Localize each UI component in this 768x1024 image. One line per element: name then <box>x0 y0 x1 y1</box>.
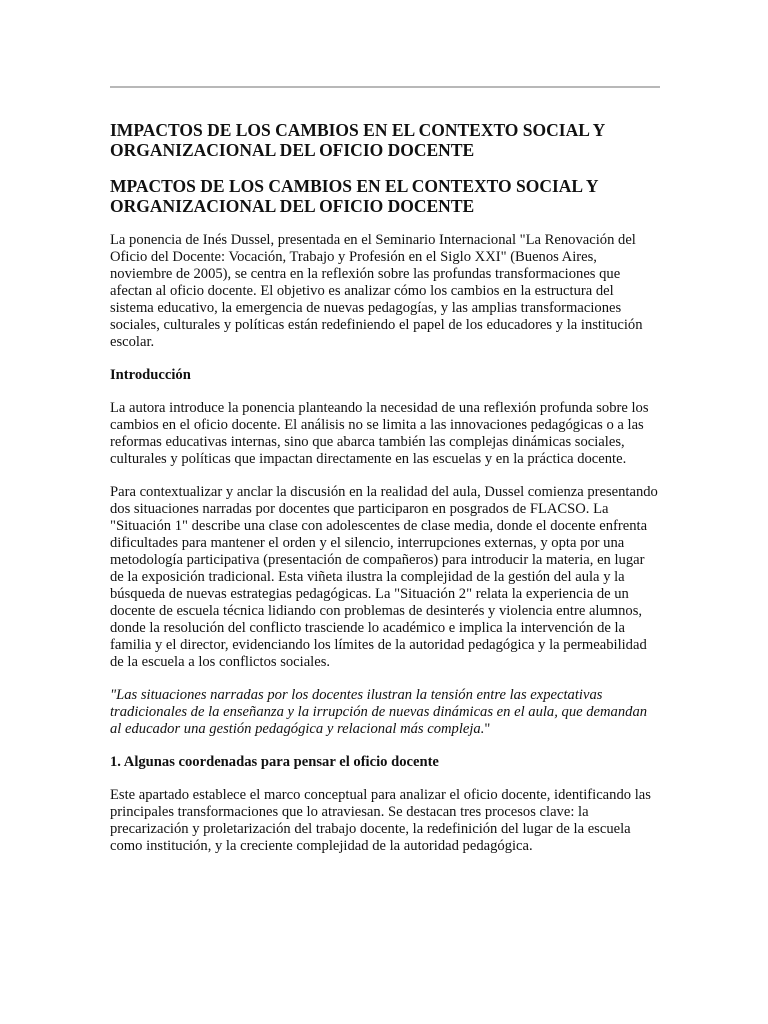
section-heading-introduccion: Introducción <box>110 367 191 383</box>
top-divider <box>110 86 660 88</box>
document-subtitle: MPACTOS DE LOS CAMBIOS EN EL CONTEXTO SOCIAL Y ORGANIZACIONAL DEL OFICIO DOCENTE <box>110 176 598 216</box>
section-1-paragraph-1: Este apartado establece el marco conceptual para analizar el oficio docente, identificando las principales transformaciones que lo atraviesan. Se destacan tres procesos clave: la precarización y proletarización del trabajo docente, la redefinición del lugar de la escuela como institución, y la creciente complejidad de la autoridad pedagógica. <box>110 787 651 854</box>
document-title: IMPACTOS DE LOS CAMBIOS EN EL CONTEXTO SOCIAL Y ORGANIZACIONAL DEL OFICIO DOCENTE <box>110 120 605 160</box>
document-page <box>110 86 660 871</box>
pull-quote-text: "Las situaciones narradas por los docentes ilustran la tensión entre las expectativas tradicionales de la enseñanza y la irrupción de nuevas dinámicas en el aula, que demandan al educador una gestión pedagógica y relacional más compleja. <box>110 687 648 737</box>
intro-paragraph: La ponencia de Inés Dussel, presentada en el Seminario Internacional "La Renovación del Oficio del Docente: Vocación, Trabajo y Profesión en el Siglo XXI" (Buenos Aires, noviembre de 2005), se centra en la reflexión sobre las profundas transformaciones que afectan al oficio docente. El objetivo es analizar cómo los cambios en la estructura del sistema educativo, la emergencia de nuevas pedagogías, y las amplias transformaciones sociales, culturales y políticas están redefiniendo el papel de los educadores y la institución escolar. <box>110 232 643 350</box>
introduccion-paragraph-1: La autora introduce la ponencia planteando la necesidad de una reflexión profunda sobre los cambios en el oficio docente. El análisis no se limita a las innovaciones pedagógicas o a las reformas educativas internas, sino que abarca también las complejas dinámicas sociales, culturales y políticas que impactan directamente en las escuelas y en la práctica docente. <box>110 400 649 467</box>
section-heading-1: 1. Algunas coordenadas para pensar el oficio docente <box>110 754 439 770</box>
pull-quote-close-mark: " <box>484 721 491 737</box>
pull-quote <box>110 687 660 738</box>
introduccion-paragraph-2: Para contextualizar y anclar la discusión en la realidad del aula, Dussel comienza presentando dos situaciones narradas por docentes que participaron en posgrados de FLACSO. La "Situación 1" describe una clase con adolescentes de clase media, donde el docente enfrenta dificultades para mantener el orden y el silencio, interrupciones externas, y opta por una metodología participativa (presentación de compañeros) para introducir la materia, en lugar de la exposición tradicional. Esta viñeta ilustra la complejidad de la gestión del aula y la búsqueda de nuevas estrategias pedagógicas. La "Situación 2" relata la experiencia de un docente de escuela técnica lidiando con problemas de desinterés y violencia entre alumnos, donde la resolución del conflicto trasciende lo académico e implica la intervención de la familia y el director, evidenciando los límites de la autoridad pedagógica y la permeabilidad de la escuela a los conflictos sociales. <box>110 484 658 670</box>
